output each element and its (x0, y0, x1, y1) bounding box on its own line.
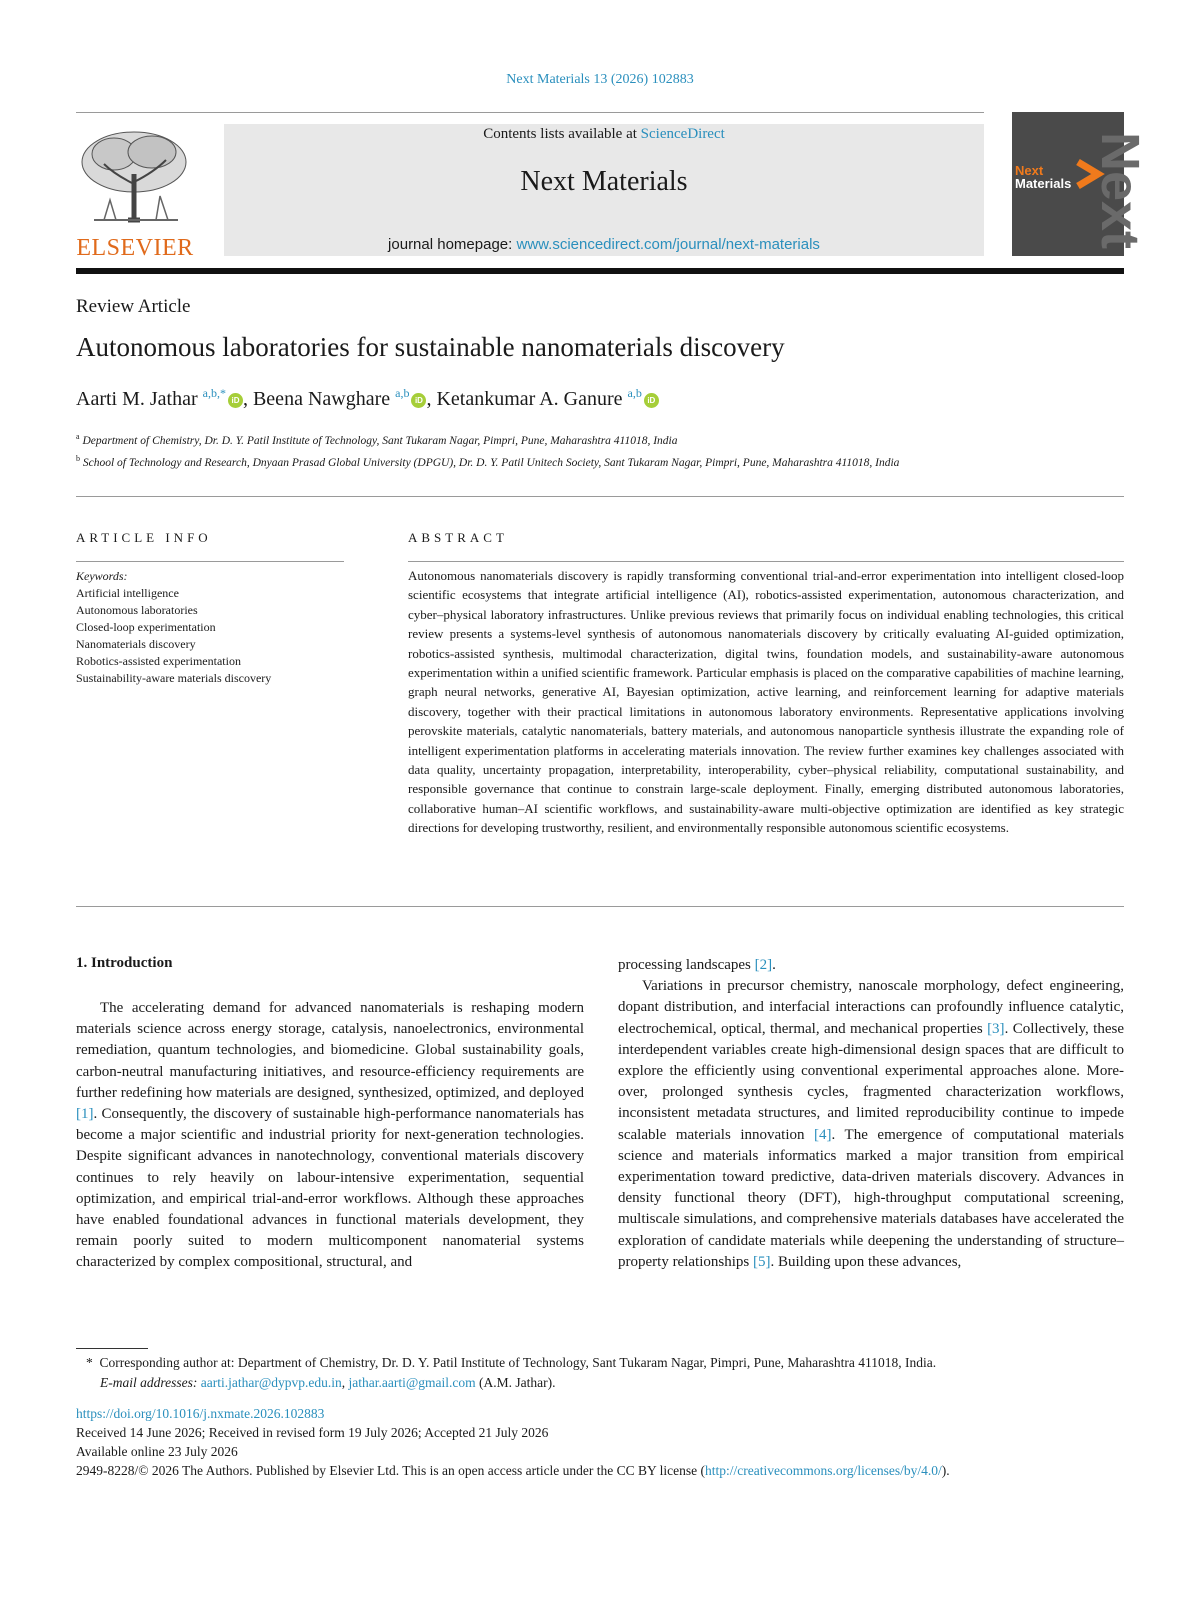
license-link[interactable]: http://creativecommons.org/licenses/by/4.0/ (705, 1463, 942, 1478)
author-name[interactable]: Beena Nawghare (252, 388, 391, 410)
email-link[interactable]: aarti.jathar@dypvp.edu.in (200, 1375, 342, 1390)
elsevier-wordmark: ELSEVIER (76, 235, 194, 261)
abstract-heading: ABSTRACT (408, 530, 508, 545)
author-affil-sup[interactable]: a,b (627, 386, 642, 400)
intro-right-column (618, 955, 1124, 1273)
svg-text:Next: Next (1090, 132, 1150, 250)
email-line (86, 1373, 1126, 1393)
intro-paragraph-2 (618, 976, 1124, 1273)
affiliation-mark: a (76, 432, 80, 441)
footnote-mark: * (86, 1355, 93, 1370)
intro-paragraph-1-cont (618, 955, 1124, 976)
keyword-item: Robotics-assisted experimentation (76, 654, 241, 668)
orcid-icon[interactable]: iD (644, 393, 659, 408)
title-block-rule (76, 496, 1124, 497)
header-top-rule (76, 112, 984, 113)
body-text: Variations in precursor chemistry, nanoscale morphology, defect engineering, dopant distribution, and interfacial interactions can profoundly influence catalytic, electrochemical, optical, thermal, and mechanical properties (618, 978, 1124, 1037)
body-text: . (772, 957, 776, 973)
corresponding-author-line (86, 1353, 1126, 1373)
abstract-bottom-rule (76, 906, 1124, 907)
sciencedirect-link[interactable]: ScienceDirect (640, 126, 725, 142)
section-heading-introduction: 1. Introduction (76, 955, 173, 971)
email-suffix: (A.M. Jathar). (475, 1375, 556, 1390)
author-name[interactable]: Ketankumar A. Ganure (436, 388, 623, 410)
keywords-label: Keywords: (76, 569, 128, 583)
author-separator: , (242, 388, 253, 410)
license-suffix: ). (941, 1463, 950, 1478)
affiliation-text: Department of Chemistry, Dr. D. Y. Patil Institute of Technology, Sant Tukaram Nagar, Pimpri, Pune, Maharashtra 411018, India (82, 434, 678, 447)
cover-title-line2: Materials (1015, 176, 1072, 191)
corresponding-author-footnote (86, 1353, 1126, 1393)
article-info-heading: ARTICLE INFO (76, 530, 212, 545)
doi-link[interactable]: https://doi.org/10.1016/j.nxmate.2026.102883 (76, 1406, 325, 1421)
body-text: processing landscapes (618, 957, 755, 973)
author-name[interactable]: Aarti M. Jathar (76, 388, 198, 410)
corresponding-author-text: Corresponding author at: Department of Chemistry, Dr. D. Y. Patil Institute of Technology, Sant Tukaram Nagar, Pimpri, Pune, Maharashtra 411018, India. (99, 1355, 937, 1370)
body-text: . Collectively, these interdependent variables create high-dimensional design spaces that are difficult to explore the efficiently using conventional experimental approaches alone. Moreover, prolonged synthesis cycles, fragmented characterization workflows, inconsistent metadata structures, and limited reproducibility continue to impede scalable materials innovation (618, 1020, 1124, 1143)
keyword-item: Closed-loop experimentation (76, 620, 216, 634)
body-text: The accelerating demand for advanced nanomaterials is reshaping modern materials science across energy storage, catalysis, nanoelectronics, environmental remediation, quantum technologies, and biomedicine. Global sustainability goals, carbon-neutral manufacturing initiatives, and resource-efficiency requirements are further redefining how materials are designed, synthesized, optimized, and deployed (76, 1000, 584, 1101)
keyword-item: Artificial intelligence (76, 586, 179, 600)
keyword-item: Sustainability-aware materials discovery (76, 671, 272, 685)
journal-homepage-line (224, 236, 984, 253)
body-text: . Building upon these advances, (770, 1253, 962, 1270)
contents-prefix: Contents lists available at (483, 126, 641, 142)
footnote-rule (76, 1348, 148, 1349)
available-online-date: Available online 23 July 2026 (76, 1444, 238, 1459)
keywords-block (76, 568, 376, 687)
reference-link[interactable]: [3] (987, 1020, 1005, 1037)
email-separator: , (341, 1375, 349, 1390)
journal-cover-thumbnail[interactable] (1012, 112, 1150, 256)
reference-link[interactable]: [4] (814, 1126, 832, 1143)
orcid-icon[interactable]: iD (411, 393, 426, 408)
article-info-rule (76, 561, 344, 562)
body-text: . The emergence of computational materials science and materials informatics marked a major transition from empirical experimentation toward predictive, data-driven materials discovery. Advances in density functional theory (DFT), high-throughput computational screening, multiscale simulations, and comprehensive materials databases have accelerated the exploration of candidate materials while deepening the understanding of structure–property relationships (618, 1126, 1124, 1270)
affiliations (76, 428, 976, 472)
email-label: E-mail addresses: (100, 1375, 198, 1390)
homepage-prefix: journal homepage: (388, 236, 517, 253)
body-text: . Consequently, the discovery of sustainable high-performance nanomaterials has become a major scientific and industrial priority for next-generation technologies. Despite significant advances in nanotechnology, conventional materials discovery continues to rely heavily on labour-intensive experimentation, sequential optimization, and empirical trial-and-error workflows. Although these approaches have enabled foundational advances in functional materials development, they remain poorly suited to modern multicomponent nanomaterial systems characterized by complex compositional, structural, and (76, 1106, 584, 1271)
journal-citation-link[interactable]: Next Materials 13 (2026) 102883 (506, 72, 694, 87)
header-thick-rule (76, 268, 1124, 274)
contents-line (224, 126, 984, 143)
author-affil-sup[interactable]: a,b (395, 386, 410, 400)
intro-paragraph-1 (76, 998, 584, 1274)
reference-link[interactable]: [1] (76, 1106, 94, 1123)
elsevier-tree-icon (74, 124, 196, 228)
author-separator: , (426, 388, 437, 410)
orcid-icon[interactable]: iD (228, 393, 243, 408)
affiliation-b (76, 450, 976, 472)
intro-left-column (76, 998, 584, 1274)
elsevier-logo[interactable] (74, 124, 196, 261)
keyword-item: Nanomaterials discovery (76, 637, 196, 651)
license-line (76, 1461, 1136, 1480)
affiliation-mark: b (76, 453, 80, 463)
affiliation-a (76, 428, 976, 450)
article-title: Autonomous laboratories for sustainable nanomaterials discovery (76, 332, 785, 362)
abstract-text: Autonomous nanomaterials discovery is rapidly transforming conventional trial-and-error experimentation into intelligent closed-loop scientific ecosystems that integrate artificial intelligence (AI), robotics-assisted experimentation, autonomous characterization, and cyber–physical laboratory infrastructures. Unlike previous reviews that primarily focus on individual enabling technologies, this critical review presents a systems-level synthesis of autonomous nanomaterials discovery by critically evaluating AI-guided optimization, robotics-assisted synthesis, multimodal characterization, digital twins, foundation models, and sustainability-aware autonomous experimentation within a unified scientific framework. Particular emphasis is placed on the comparative capabilities of machine learning, graph neural networks, generative AI, Bayesian optimization, active learning, and reinforcement learning for adaptive materials discovery, together with their practical limitations in autonomous laboratory environments. Representative applications involving perovskite materials, catalytic nanomaterials, battery materials, and autonomous nanoparticle synthesis illustrate the expanding role of intelligent experimentation platforms in accelerating materials innovation. The review further examines key challenges associated with data quality, uncertainty propagation, interpretability, interoperability, cyber–physical reliability, computational sustainability, and responsible governance that continue to constrain large-scale deployment. Finally, emerging distributed autonomous laboratories, collaborative human–AI scientific workflows, and sustainability-aware multi-objective optimization are identified as key strategic directions for developing trustworthy, resilient, and environmentally responsible autonomous scientific ecosystems. (408, 568, 1124, 836)
cover-next-graphic (1072, 122, 1150, 252)
email-link[interactable]: jathar.aarti@gmail.com (348, 1375, 476, 1390)
keyword-item: Autonomous laboratories (76, 603, 198, 617)
author-list (76, 386, 659, 411)
journal-title: Next Materials (520, 166, 688, 197)
received-dates: Received 14 June 2026; Received in revised form 19 July 2026; Accepted 21 July 2026 (76, 1425, 549, 1440)
license-text: 2949-8228/© 2026 The Authors. Published by Elsevier Ltd. This is an open access article under the CC BY license ( (76, 1463, 706, 1478)
journal-homepage-link[interactable]: www.sciencedirect.com/journal/next-materials (516, 236, 820, 253)
article-type: Review Article (76, 296, 191, 317)
cover-title-line1: Next (1015, 163, 1044, 178)
publication-info (76, 1404, 1136, 1480)
journal-masthead (224, 124, 984, 256)
abstract-rule (408, 561, 1124, 562)
affiliation-text: School of Technology and Research, Dnyaan Prasad Global University (DPGU), Dr. D. Y. Patil Unitech Society, Sant Tukaram Nagar, Pimpri, Pune, Maharashtra 411018, India (82, 456, 900, 469)
reference-link[interactable]: [2] (754, 957, 773, 973)
reference-link[interactable]: [5] (752, 1253, 771, 1270)
author-affil-sup[interactable]: a,b,* (202, 386, 226, 400)
